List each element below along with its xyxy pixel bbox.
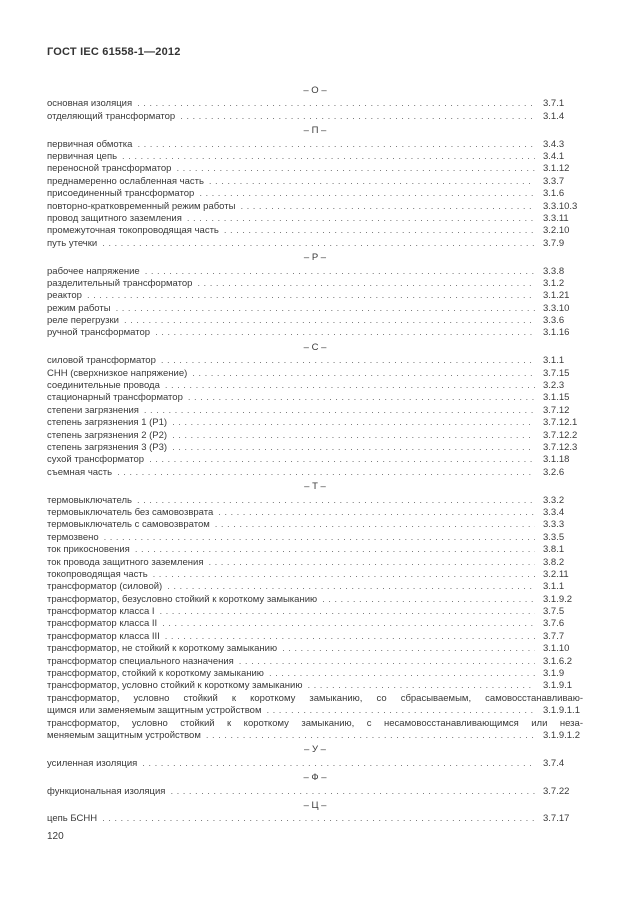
dot-leader [165,380,535,392]
entry-term: трансформатор класса III [47,630,160,642]
index-entry [47,631,583,643]
entry-ref: 3.1.9 [543,668,565,680]
entry-ref: 3.3.11 [543,212,569,224]
entry-term: переносной трансформатор [47,163,172,175]
dot-leader [117,467,535,479]
entry-term: меняемым защитным устройством [47,730,201,741]
dot-leader [104,532,535,544]
entry-ref: 3.1.18 [543,454,570,466]
dot-leader [218,507,535,519]
entry-term: соединительные провода [47,380,160,392]
entry-term: степень загрязнения 1 (P1) [47,417,168,429]
index-entry [47,656,583,668]
entry-ref: 3.1.4 [543,110,565,122]
index-entry [47,111,583,123]
entry-term-first-line: трансформатор, условно стойкий к короткому замыканию, со сбрасываемым, самовосстанавливаю- [47,692,583,704]
entry-ref: 3.2.10 [543,225,570,237]
entry-term: реле перегрузки [47,315,119,327]
entry-ref: 3.7.15 [543,367,570,379]
entry-term: трансформатор, условно стойкий к короткому замыканию [47,680,303,692]
dot-leader [160,606,535,618]
entry-ref: 3.2.6 [543,466,565,478]
entry-ref: 3.2.3 [543,380,565,392]
entry-term: повторно-кратковременный режим работы [47,200,236,212]
index-entry [47,495,583,507]
dot-leader [135,544,535,556]
dot-leader [188,392,535,404]
dot-leader [187,213,535,225]
entry-ref: 3.7.17 [543,813,570,825]
index-entry [47,327,583,339]
entry-ref: 3.1.9.2 [543,593,573,605]
entry-term: термовыключатель без самовозврата [47,506,214,518]
dot-leader [145,266,535,278]
dot-leader [239,656,535,668]
index-entry [47,151,583,163]
index-entry [47,225,583,237]
entry-ref: 3.1.21 [543,290,570,302]
entry-term: щимся или заменяемым защитным устройством [47,705,262,717]
entry-term: присоединенный трансформатор [47,188,195,200]
index-entry [47,238,583,250]
entry-ref: 3.7.4 [543,757,565,769]
index-entry [47,668,583,680]
entry-term: трансформатор специального назначения [47,655,234,667]
section-letter: – П – [303,125,327,137]
entry-ref: 3.8.2 [543,556,565,568]
section-letter: – У – [304,744,326,756]
index-entry [47,569,583,581]
dot-leader [161,355,535,367]
dot-leader [149,454,535,466]
index-entry [47,680,583,692]
entry-ref: 3.7.1 [543,98,565,110]
entry-ref: 3.1.6 [543,188,565,200]
dot-leader [209,176,535,188]
entry-term: первичная цепь [47,150,118,162]
entry-ref: 3.3.4 [543,506,565,518]
section-letter: – С – [303,341,327,353]
entry-term: функциональная изоляция [47,785,166,797]
entry-ref: 3.1.16 [543,327,570,339]
index-entry [47,705,583,717]
index-entry [47,730,583,742]
section-letter: – Р – [303,252,327,264]
entry-ref: 3.1.12 [543,163,570,175]
dot-leader [124,315,535,327]
index-entry [47,532,583,544]
dot-leader [87,290,535,302]
index-entry [47,163,583,175]
entry-ref: 3.1.6.2 [543,655,573,667]
entry-ref: 3.7.5 [543,606,565,618]
index-entry [47,290,583,302]
entry-ref: 3.7.12 [543,404,570,416]
dot-leader [137,495,535,507]
dot-leader [102,238,535,250]
entry-term: степени загрязнения [47,404,139,416]
index-entry [47,355,583,367]
index-entry [47,278,583,290]
index-entry [47,442,583,454]
entry-ref: 3.3.7 [543,175,565,187]
entry-ref: 3.7.22 [543,785,570,797]
dot-leader [122,151,535,163]
dot-leader [144,405,535,417]
entry-term: первичная обмотка [47,138,133,150]
entry-ref: 3.1.9.1 [543,680,573,692]
entry-ref: 3.1.1 [543,581,565,593]
entry-term: термовыключатель с самовозвратом [47,519,210,531]
dot-leader [167,581,535,593]
entry-term: преднамеренно ослабленная часть [47,175,204,187]
entry-ref: 3.4.3 [543,138,565,150]
dot-leader [208,557,535,569]
entry-ref: 3.3.3 [543,519,565,531]
entry-term: термозвено [47,531,99,543]
index-entry [47,430,583,442]
dot-leader [322,594,535,606]
entry-ref: 3.3.10.3 [543,200,578,212]
entry-ref: 3.7.12.2 [543,429,578,441]
entry-term: ток провода защитного заземления [47,556,204,568]
dot-leader [224,225,535,237]
entry-ref: 3.1.1 [543,355,565,367]
entry-term: усиленная изоляция [47,757,138,769]
index-entry [47,176,583,188]
entry-ref: 3.3.2 [543,494,565,506]
document-title: ГОСТ IEC 61558-1—2012 [47,46,181,58]
entry-term: разделительный трансформатор [47,277,193,289]
entry-term: провод защитного заземления [47,212,182,224]
index-entry [47,417,583,429]
entry-ref: 3.1.9.1.1 [543,705,580,717]
index-entry [47,139,583,151]
entry-term: сухой трансформатор [47,454,145,466]
index-entry [47,380,583,392]
alphabetical-index [47,83,583,826]
index-entry [47,98,583,110]
entry-term: СНН (сверхнизкое напряжение) [47,367,188,379]
page-number: 120 [47,831,64,842]
dot-leader [282,643,535,655]
entry-term: трансформатор, не стойкий к короткому замыканию [47,643,278,655]
index-entry [47,643,583,655]
section-letter: – О – [303,85,327,96]
entry-ref: 3.3.6 [543,315,565,327]
entry-term: отделяющий трансформатор [47,110,176,122]
entry-term: степень загрязнения 3 (P3) [47,442,168,453]
entry-term: термовыключатель [47,494,132,506]
entry-term: цепь БСНН [47,813,98,825]
entry-ref: 3.7.6 [543,618,565,630]
entry-term: трансформатор (силовой) [47,581,163,593]
dot-leader [307,680,535,692]
dot-leader [176,163,535,175]
index-entry [47,618,583,630]
entry-ref: 3.8.1 [543,544,565,556]
index-entry [47,758,583,770]
entry-ref: 3.3.8 [543,265,565,277]
entry-ref: 3.7.7 [543,630,565,642]
index-entry [47,557,583,569]
entry-term: съемная часть [47,466,113,478]
index-entry [47,454,583,466]
entry-term: путь утечки [47,237,98,249]
entry-ref: 3.2.11 [543,568,569,580]
entry-term: режим работы [47,302,111,314]
entry-term-first-line: трансформатор, условно стойкий к короткому замыканию, с несамовосстанавливающимся или неза- [47,717,583,729]
entry-term: ручной трансформатор [47,327,151,339]
entry-term: основная изоляция [47,98,133,110]
dot-leader [197,278,535,290]
dot-leader [192,368,535,380]
dot-leader [153,569,535,581]
entry-ref: 3.7.9 [543,237,565,249]
entry-ref: 3.1.15 [543,392,570,404]
dot-leader [172,417,535,429]
dot-leader [137,98,535,110]
index-entry [47,544,583,556]
entry-term: токопроводящая часть [47,568,148,580]
index-entry [47,581,583,593]
dot-leader [172,430,535,442]
entry-term: рабочее напряжение [47,265,140,277]
index-entry [47,813,583,825]
entry-ref: 3.1.2 [543,277,565,289]
dot-leader [215,519,535,531]
entry-ref: 3.1.10 [543,643,570,655]
index-entry [47,594,583,606]
entry-term: силовой трансформатор [47,355,156,367]
dot-leader [137,139,535,151]
dot-leader [155,327,535,339]
dot-leader [102,813,535,825]
index-entry [47,507,583,519]
index-entry [47,266,583,278]
entry-ref: 3.4.1 [543,150,565,162]
entry-ref: 3.7.12.1 [543,417,578,429]
dot-leader [162,618,535,630]
entry-ref: 3.7.12.3 [543,442,578,453]
index-entry [47,213,583,225]
index-entry [47,467,583,479]
entry-term: степень загрязнения 2 (P2) [47,429,168,441]
index-entry [47,303,583,315]
dot-leader [170,786,535,798]
dot-leader [142,758,535,770]
dot-leader [165,631,535,643]
index-entry [47,392,583,404]
index-entry [47,368,583,380]
dot-leader [269,668,535,680]
dot-leader [172,442,535,454]
dot-leader [266,705,535,717]
index-entry [47,786,583,798]
entry-term: ток прикосновения [47,544,130,556]
entry-term: трансформатор класса II [47,618,158,630]
entry-ref: 3.3.5 [543,531,565,543]
index-entry [47,315,583,327]
dot-leader [180,111,535,123]
dot-leader [206,730,535,742]
entry-term: промежуточная токопроводящая часть [47,225,219,237]
dot-leader [116,303,535,315]
entry-ref: 3.3.10 [543,302,570,314]
entry-ref: 3.1.9.1.2 [543,730,580,741]
section-letter: – Т – [304,481,326,493]
entry-term: реактор [47,290,82,302]
index-entry [47,201,583,213]
dot-leader [240,201,535,213]
index-entry [47,188,583,200]
entry-term: трансформатор, стойкий к короткому замыканию [47,668,264,680]
section-letter: – Ф – [303,772,327,784]
entry-term: трансформатор класса I [47,606,155,618]
section-letter: – Ц – [303,799,327,811]
dot-leader [199,188,535,200]
index-entry [47,519,583,531]
entry-term: стационарный трансформатор [47,392,183,404]
entry-term: трансформатор, безусловно стойкий к короткому замыканию [47,593,318,605]
index-entry [47,606,583,618]
index-entry [47,405,583,417]
